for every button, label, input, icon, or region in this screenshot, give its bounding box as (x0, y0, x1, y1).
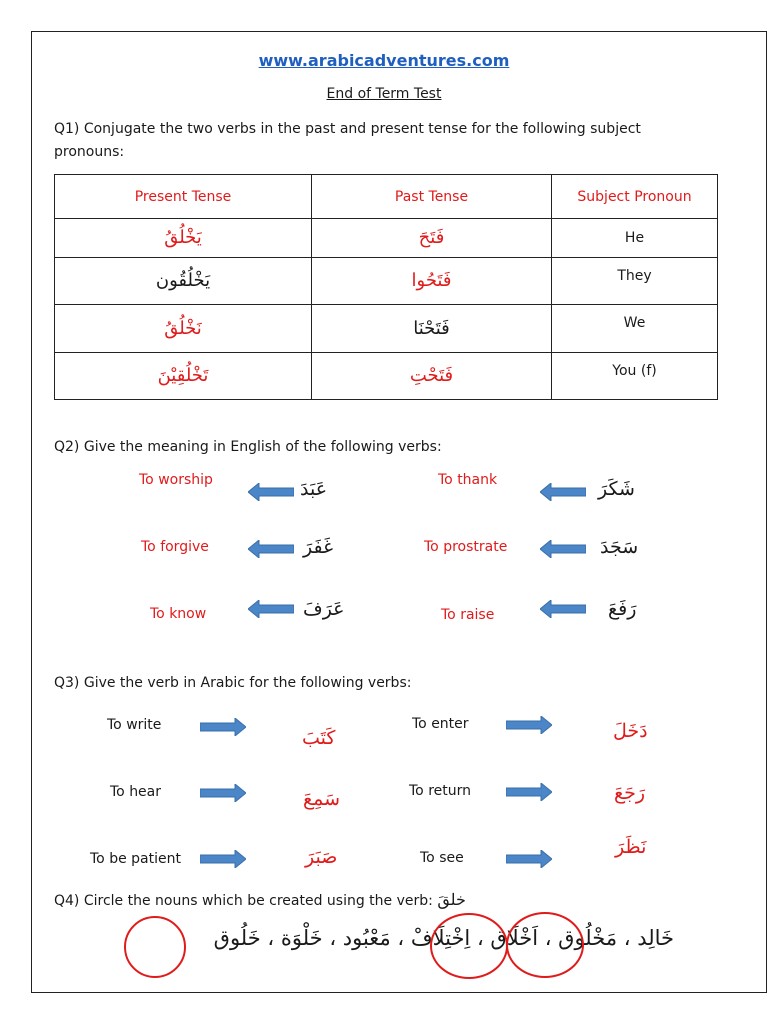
pronoun-cell: You (f) (552, 352, 718, 399)
answer-circle (430, 913, 508, 979)
past-cell: فَتَحْتِ (312, 352, 552, 399)
pronoun-cell: He (552, 219, 718, 258)
q3-answer: صَبَرَ (305, 846, 338, 868)
q3-english-verb: To return (409, 783, 471, 799)
q2-arabic-verb: عَبَدَ (300, 478, 328, 500)
q3-prompt: Q3) Give the verb in Arabic for the following verbs: (54, 675, 412, 691)
arrow-right-icon (200, 850, 246, 868)
table-row (55, 257, 718, 304)
arrow-left-icon (540, 540, 586, 558)
present-cell: نَخْلُقُ (55, 305, 312, 352)
q2-answer: To know (150, 606, 207, 622)
answer-circle (506, 912, 584, 978)
present-cell: يَخْلُقُ (55, 219, 312, 258)
arrow-right-icon (506, 850, 552, 868)
q2-arabic-verb: رَفَعَ (608, 598, 637, 620)
arrow-left-icon (540, 600, 586, 618)
arrow-left-icon (540, 483, 586, 501)
q3-answer: رَجَعَ (614, 782, 646, 804)
arrow-left-icon (248, 540, 294, 558)
q3-english-verb: To write (107, 717, 162, 733)
q3-answer: سَمِعَ (303, 788, 341, 810)
present-cell: يَخْلُقُون (55, 257, 312, 304)
arrow-right-icon (506, 783, 552, 801)
header-subject-pronoun: Subject Pronoun (552, 175, 718, 219)
q2-answer: To raise (441, 607, 495, 623)
q1-prompt: Q1) Conjugate the two verbs in the past and present tense for the following subject pronouns: (54, 121, 641, 160)
answer-circle (124, 916, 186, 978)
q3-english-verb: To be patient (90, 851, 181, 867)
q3-answer: نَظَرَ (615, 836, 647, 858)
present-cell: تَخْلُقِيْنَ (55, 352, 312, 399)
q2-answer: To prostrate (424, 539, 508, 555)
table-header-row (55, 175, 718, 219)
header-present-tense: Present Tense (55, 175, 312, 219)
table-row (55, 305, 718, 352)
q2-answer: To forgive (141, 539, 209, 555)
q4-nouns-line: خَالِد ، مَخْلُوق ، اَخْلَاق ، اِخْتِلَافْ ، مَعْبُود ، خَلْوَة ، خَلُوق (213, 926, 674, 950)
q3-english-verb: To see (420, 850, 464, 866)
conjugation-table (54, 174, 718, 400)
pronoun-cell: They (552, 257, 718, 304)
pronoun-cell: We (552, 305, 718, 352)
table-row (55, 352, 718, 399)
q3-answer: كَتَبَ (302, 727, 336, 749)
past-cell: فَتَحَ (312, 219, 552, 258)
q3-english-verb: To hear (110, 784, 162, 800)
q2-arabic-verb: شَكَرَ (598, 478, 635, 500)
q2-answer: To worship (139, 472, 213, 488)
q2-arabic-verb: غَفَرَ (303, 536, 334, 558)
q4-prompt (54, 888, 466, 913)
q4-verb: خلقَ (437, 890, 466, 909)
past-cell: فَتَحُوا (312, 257, 552, 304)
q4-prompt-text: Q4) Circle the nouns which be created using the verb: (54, 893, 433, 909)
arrow-right-icon (200, 784, 246, 802)
q2-prompt: Q2) Give the meaning in English of the following verbs: (54, 439, 442, 455)
arrow-left-icon (248, 600, 294, 618)
table-row (55, 219, 718, 258)
arrow-right-icon (506, 716, 552, 734)
arrow-right-icon (200, 718, 246, 736)
q3-english-verb: To enter (412, 716, 469, 732)
q2-arabic-verb: عَرَفَ (303, 598, 345, 620)
test-title: End of Term Test (326, 86, 442, 102)
q2-answer: To thank (438, 472, 498, 488)
past-cell: فَتَحْنَا (312, 305, 552, 352)
header-past-tense: Past Tense (312, 175, 552, 219)
q3-answer: دَخَلَ (613, 720, 648, 742)
site-url-link[interactable]: www.arabicadventures.com (258, 51, 510, 70)
q2-arabic-verb: سَجَدَ (600, 536, 639, 558)
arrow-left-icon (248, 483, 294, 501)
